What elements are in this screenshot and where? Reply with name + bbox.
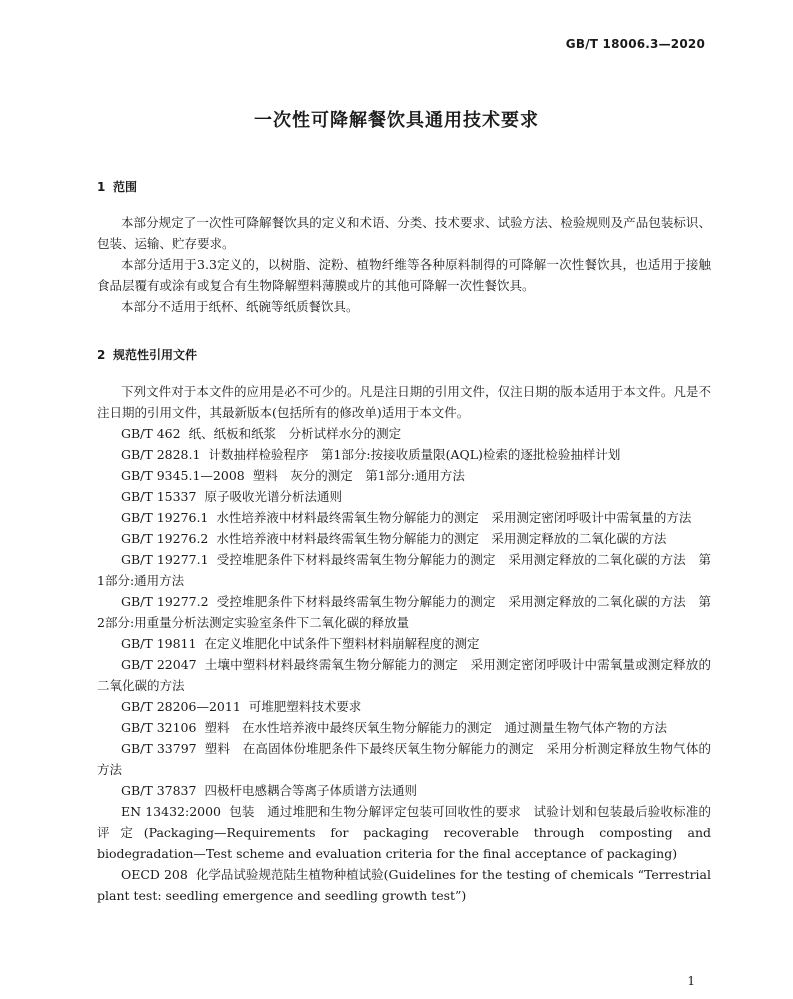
- section-1-heading: [97, 178, 137, 195]
- reference-title: 受控堆肥条件下材料最终需氧生物分解能力的测定 采用测定释放的二氧化碳的方法 第1部分:通用方法: [97, 552, 711, 588]
- reference-code: GB/T 32106: [121, 720, 197, 735]
- reference-code: GB/T 19276.1: [121, 510, 209, 525]
- reference-item: [97, 507, 711, 528]
- page-number: 1: [687, 974, 695, 988]
- reference-title: 化学品试验规范陆生植物种植试验(Guidelines for the testing of chemicals “Terrestrial plant test: seedling emergence and seedling growth test”): [97, 867, 711, 903]
- section-1-paragraph: 本部分规定了一次性可降解餐饮具的定义和术语、分类、技术要求、试验方法、检验规则及产品包装标识、包装、运输、贮存要求。: [97, 215, 711, 251]
- reference-code: EN 13432:2000: [121, 804, 222, 819]
- document-code: GB/T 18006.3—2020: [565, 37, 705, 51]
- reference-code: OECD 208: [121, 867, 188, 882]
- reference-code: GB/T 33797: [121, 741, 197, 756]
- reference-code: GB/T 28206—2011: [121, 699, 241, 714]
- reference-item: [97, 549, 711, 591]
- section-1-body: [97, 212, 711, 317]
- reference-title: 受控堆肥条件下材料最终需氧生物分解能力的测定 采用测定释放的二氧化碳的方法 第2部分:用重量分析法测定实验室条件下二氧化碳的释放量: [97, 594, 711, 630]
- section-2-intro: 下列文件对于本文件的应用是必不可少的。凡是注日期的引用文件，仅注日期的版本适用于本文件。凡是不注日期的引用文件，其最新版本(包括所有的修改单)适用于本文件。: [97, 384, 711, 420]
- reference-item: [97, 528, 711, 549]
- reference-item: [97, 444, 711, 465]
- reference-code: GB/T 9345.1—2008: [121, 468, 245, 483]
- reference-item: [97, 486, 711, 507]
- reference-title: 计数抽样检验程序 第1部分:按接收质量限(AQL)检索的逐批检验抽样计划: [208, 447, 621, 462]
- reference-item: [97, 864, 711, 906]
- reference-title: 包装 通过堆肥和生物分解评定包装可回收性的要求 试验计划和包装最后验收标准的评定(Packaging—Requirements for packaging recoverable through composting and biodegradation—Test scheme and evaluation criteria for the final acceptance of packaging): [97, 804, 711, 861]
- reference-item: [97, 717, 711, 738]
- reference-code: GB/T 19277.2: [121, 594, 209, 609]
- section-2-title: 规范性引用文件: [113, 348, 198, 362]
- section-1-number: 1: [97, 180, 106, 194]
- section-2-number: 2: [97, 348, 106, 362]
- reference-title: 塑料 在水性培养液中最终厌氧生物分解能力的测定 通过测量生物气体产物的方法: [204, 720, 667, 735]
- reference-item: [97, 591, 711, 633]
- reference-title: 水性培养液中材料最终需氧生物分解能力的测定 采用测定密闭呼吸计中需氧量的方法: [216, 510, 692, 525]
- reference-item: [97, 780, 711, 801]
- section-1-paragraph: 本部分适用于3.3定义的，以树脂、淀粉、植物纤维等各种原料制得的可降解一次性餐饮具，也适用于接触食品层覆有或涂有或复合有生物降解塑料薄膜或片的其他可降解一次性餐饮具。: [97, 257, 711, 293]
- reference-item: [97, 738, 711, 780]
- section-2-body: [97, 381, 711, 906]
- reference-list: [97, 423, 711, 906]
- reference-code: GB/T 462: [121, 426, 181, 441]
- reference-code: GB/T 37837: [121, 783, 197, 798]
- reference-title: 纸、纸板和纸浆 分析试样水分的测定: [188, 426, 402, 441]
- reference-item: [97, 423, 711, 444]
- section-1-paragraph: 本部分不适用于纸杯、纸碗等纸质餐饮具。: [121, 299, 359, 314]
- reference-code: GB/T 19811: [121, 636, 197, 651]
- reference-code: GB/T 19276.2: [121, 531, 209, 546]
- reference-title: 在定义堆肥化中试条件下塑料材料崩解程度的测定: [204, 636, 480, 651]
- reference-item: [97, 801, 711, 864]
- reference-item: [97, 696, 711, 717]
- reference-title: 水性培养液中材料最终需氧生物分解能力的测定 采用测定释放的二氧化碳的方法: [216, 531, 667, 546]
- reference-code: GB/T 15337: [121, 489, 197, 504]
- reference-title: 塑料 在高固体份堆肥条件下最终厌氧生物分解能力的测定 采用分析测定释放生物气体的方法: [97, 741, 711, 777]
- reference-code: GB/T 22047: [121, 657, 197, 672]
- reference-code: GB/T 2828.1: [121, 447, 201, 462]
- page-title: 一次性可降解餐饮具通用技术要求: [254, 110, 539, 131]
- section-2-heading: [97, 346, 197, 363]
- section-1-title: 范围: [113, 180, 138, 194]
- reference-code: GB/T 19277.1: [121, 552, 209, 567]
- reference-title: 塑料 灰分的测定 第1部分:通用方法: [252, 468, 465, 483]
- reference-title: 土壤中塑料材料最终需氧生物分解能力的测定 采用测定密闭呼吸计中需氧量或测定释放的二氧化碳的方法: [97, 657, 711, 693]
- reference-title: 四极杆电感耦合等离子体质谱方法通则: [204, 783, 417, 798]
- reference-title: 可堆肥塑料技术要求: [248, 699, 362, 714]
- reference-title: 原子吸收光谱分析法通则: [204, 489, 342, 504]
- reference-item: [97, 465, 711, 486]
- reference-item: [97, 654, 711, 696]
- reference-item: [97, 633, 711, 654]
